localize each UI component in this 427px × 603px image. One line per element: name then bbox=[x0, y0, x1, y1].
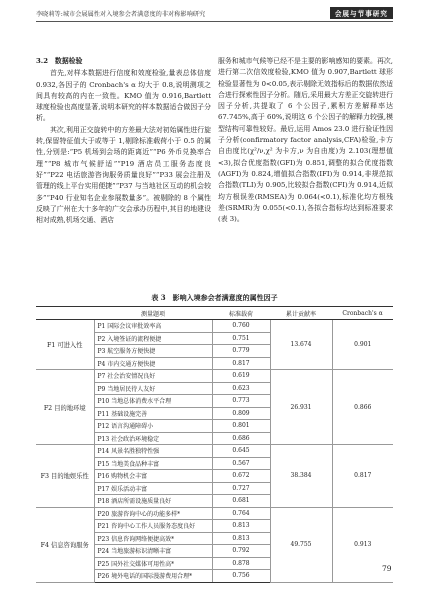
loading-value: 0.813 bbox=[212, 520, 270, 533]
loading-value: 0.801 bbox=[212, 420, 270, 433]
loading-value: 0.751 bbox=[212, 332, 270, 345]
factor-table bbox=[36, 306, 393, 583]
factor-name: F2 目的地环境 bbox=[36, 370, 94, 445]
loading-value: 0.792 bbox=[212, 545, 270, 558]
cronbach-alpha: 0.817 bbox=[332, 445, 393, 508]
cronbach-alpha: 0.866 bbox=[332, 370, 393, 445]
item-label: P18 酒店所需设施质量良好 bbox=[94, 495, 212, 508]
table-body bbox=[36, 320, 393, 583]
cronbach-alpha: 0.913 bbox=[332, 507, 393, 582]
item-label: P23 信息咨询网络便捷高效* bbox=[94, 532, 212, 545]
item-label: P15 当地美食品种丰富 bbox=[94, 457, 212, 470]
loading-value: 0.756 bbox=[212, 570, 270, 583]
item-label: P26 境外电话的国际漫游费用合理* bbox=[94, 570, 212, 583]
loading-value: 0.773 bbox=[212, 395, 270, 408]
factor-name: F1 可进入性 bbox=[36, 320, 94, 370]
header-rule bbox=[36, 21, 393, 22]
loading-value: 0.760 bbox=[212, 320, 270, 333]
loading-value: 0.813 bbox=[212, 532, 270, 545]
item-label: P2 入境签证的流程便捷 bbox=[94, 332, 212, 345]
item-label: P21 咨询中心工作人员服务态度良好 bbox=[94, 520, 212, 533]
item-label: P3 航空服务方便快捷 bbox=[94, 345, 212, 358]
col-header-variance: 累计贡献率 bbox=[270, 307, 332, 320]
item-label: P24 当地旅游标识清晰丰富 bbox=[94, 545, 212, 558]
loading-value: 0.878 bbox=[212, 557, 270, 570]
cumulative-variance: 38.384 bbox=[270, 445, 332, 508]
col-header-alpha: Cronbach's α bbox=[332, 307, 393, 320]
loading-value: 0.809 bbox=[212, 407, 270, 420]
item-label: P12 语言沟通障碍小 bbox=[94, 420, 212, 433]
cumulative-variance: 13.674 bbox=[270, 320, 332, 370]
right-column bbox=[218, 56, 393, 225]
running-header bbox=[36, 7, 393, 21]
factor-name: F3 目的地娱乐性 bbox=[36, 445, 94, 508]
loading-value: 0.764 bbox=[212, 507, 270, 520]
table-header-row bbox=[36, 307, 393, 320]
item-label: P25 国外社交媒体可用性高* bbox=[94, 557, 212, 570]
paragraph: 服务和城市气候等已经不是主要的影响感知的要素。再次,进行第二次信效度检验,KMO 值为 0.907,Bartlett 球形检验显著性为 0<0.05,表示剔除无效指标后的数据依然适合进行探索性因子分析。随后,采用最大方差正交旋转进行因子分析,共提取了 6 个公因子,累积方差解释率达 67.745%,高于 60%,说明这 6 个公因子的解释力较强,模型结构可靠性较好。最后,运用 Amos 23.0 进行验证性因子分析(confirmatory factor analysis,CFA)检验,卡方自由度比(χ²/ν,χ² 为卡方,ν 为自由度)为 2.103(理想值<3),拟合优度指数(GFI)为 0.851,调整的拟合优度指数(AGFI)为 0.824,增值拟合指数(IFI)为 0.914,非规范拟合指数(TLI)为 0.905,比较拟合指数(CFI)为 0.914,近似均方根误差(RMSEA)为 0.064(<0.1),标准化均方根残差(SRMR)为 0.055(<0.1),各拟合指标均达到标准要求(表 3)。 bbox=[218, 57, 393, 224]
page-number: 79 bbox=[382, 564, 392, 573]
item-label: P10 当地总体消费水平合理 bbox=[94, 395, 212, 408]
loading-value: 0.623 bbox=[212, 382, 270, 395]
col-header-factor bbox=[36, 307, 94, 320]
loading-value: 0.567 bbox=[212, 457, 270, 470]
cronbach-alpha: 0.901 bbox=[332, 320, 393, 370]
section-heading: 3.2 数据检验 bbox=[36, 57, 83, 65]
item-label: P7 社会治安情况良好 bbox=[94, 370, 212, 383]
table-row bbox=[36, 320, 393, 333]
loading-value: 0.645 bbox=[212, 445, 270, 458]
loading-value: 0.727 bbox=[212, 482, 270, 495]
item-label: P11 基础设施完善 bbox=[94, 407, 212, 420]
left-column bbox=[36, 56, 211, 226]
item-label: P14 风景名胜独特性强 bbox=[94, 445, 212, 458]
table-row bbox=[36, 507, 393, 520]
loading-value: 0.672 bbox=[212, 470, 270, 483]
item-label: P17 娱乐活动丰富 bbox=[94, 482, 212, 495]
factor-name: F4 信息咨询服务 bbox=[36, 507, 94, 582]
loading-value: 0.817 bbox=[212, 357, 270, 370]
running-title: 李晓莉等:城市会展属性对入境参会者满意度的非对称影响研究 bbox=[36, 11, 206, 18]
table-row bbox=[36, 445, 393, 458]
paragraph: 其次,利用正交旋转中的方差最大法对初始属性进行旋转,保留特征值大于或等于 1,剔除标准载荷小于 0.5 的属性,分别是:“P5 机场到会场的距离近”“P6 外币兑换率合理”“P8 城市气候舒适”“P19 酒店员工服务态度良好”“P22 电话旅游咨询服务质量良好”“P33 展会注册及管理的线上平台实用便捷”“P37 与当地社区互动的机会较多”“P40 行业知名企业参展数量多”。被剔除的 8 个属性反映了广州在大十多年的广交会承办历程中,其目的地建设相对成熟,机场交通、酒店 bbox=[36, 125, 211, 225]
item-label: P13 社会政治环境稳定 bbox=[94, 432, 212, 445]
cumulative-variance: 49.755 bbox=[270, 507, 332, 582]
paragraph: 首先,对样本数据进行信度和效度检验,量表总体信度 0.932,各因子的 Cronbach's α 均大于 0.8,说明测项之间具有较高的内在一致性。KMO 值为 0.916,Bartlett 球度检验也高度显著,说明本研究的样本数据适合做因子分析。 bbox=[36, 69, 211, 123]
journal-badge: 会展与节事研究 bbox=[330, 7, 393, 19]
item-label: P16 购物机会丰富 bbox=[94, 470, 212, 483]
loading-value: 0.686 bbox=[212, 432, 270, 445]
loading-value: 0.681 bbox=[212, 495, 270, 508]
loading-value: 0.779 bbox=[212, 345, 270, 358]
loading-value: 0.619 bbox=[212, 370, 270, 383]
table-title: 表 3 影响入境参会者满意度的属性因子 bbox=[151, 293, 278, 302]
col-header-loading: 标准载荷 bbox=[212, 307, 270, 320]
item-label: P1 国际会议审批效率高 bbox=[94, 320, 212, 333]
cumulative-variance: 26.931 bbox=[270, 370, 332, 445]
item-label: P4 市内交通方便快捷 bbox=[94, 357, 212, 370]
item-label: P20 旅游咨询中心的功能多样* bbox=[94, 507, 212, 520]
item-label: P9 当地居民待人友好 bbox=[94, 382, 212, 395]
table-row bbox=[36, 370, 393, 383]
col-header-item: 测量题项 bbox=[94, 307, 212, 320]
